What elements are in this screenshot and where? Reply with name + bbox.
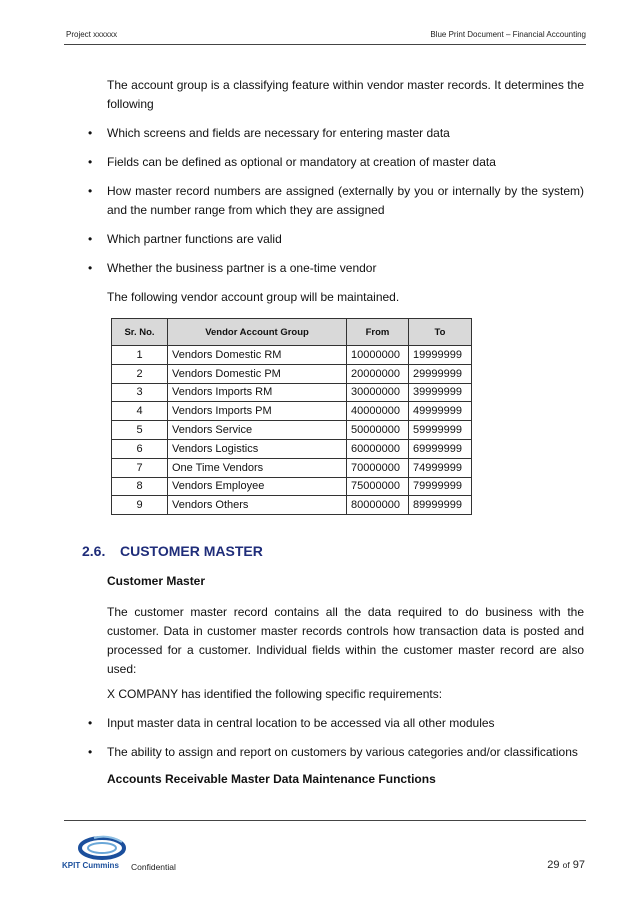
- bullet-icon: •: [88, 716, 93, 730]
- table-cell: 2: [112, 364, 168, 383]
- table-cell: 59999999: [409, 421, 472, 440]
- table-cell: One Time Vendors: [168, 458, 347, 477]
- table-cell: 60000000: [347, 439, 409, 458]
- table-row: [112, 364, 472, 383]
- project-name: Project xxxxxx: [66, 30, 118, 39]
- current-page: 29: [547, 859, 560, 871]
- table-header-row: [112, 319, 472, 346]
- table-row: [112, 346, 472, 365]
- footer-divider: [64, 820, 586, 821]
- table-cell: 89999999: [409, 496, 472, 515]
- bullet-icon: •: [88, 232, 93, 246]
- table-cell: 3: [112, 383, 168, 402]
- table-intro: The following vendor account group will be maintained.: [107, 290, 400, 304]
- section-number: 2.6.: [82, 543, 106, 559]
- section-title: CUSTOMER MASTER: [120, 543, 263, 559]
- table-cell: 39999999: [409, 383, 472, 402]
- brand-name: KPIT Cummins: [62, 861, 119, 870]
- table-cell: 49999999: [409, 402, 472, 421]
- table-cell: 20000000: [347, 364, 409, 383]
- table-row: [112, 439, 472, 458]
- subheading-2: Accounts Receivable Master Data Maintenance Functions: [107, 772, 436, 786]
- table-cell: 74999999: [409, 458, 472, 477]
- bullet-icon: •: [88, 155, 93, 169]
- table-cell: 8: [112, 477, 168, 496]
- list-item: Which screens and fields are necessary for entering master data: [107, 126, 450, 140]
- table-cell: 50000000: [347, 421, 409, 440]
- table-cell: 70000000: [347, 458, 409, 477]
- table-cell: Vendors Employee: [168, 477, 347, 496]
- table-row: [112, 477, 472, 496]
- column-header: From: [347, 319, 409, 346]
- table-cell: 40000000: [347, 402, 409, 421]
- table-cell: 9: [112, 496, 168, 515]
- list-item: Fields can be defined as optional or mandatory at creation of master data: [107, 155, 496, 169]
- list-item: Whether the business partner is a one-time vendor: [107, 261, 377, 275]
- table-cell: 1: [112, 346, 168, 365]
- customer-paragraph: The customer master record contains all the data required to do business with the customer. Data in customer master records controls how transaction data is posted and processed for a customer. Individual fields within the customer master record are also used:: [107, 605, 584, 676]
- table-cell: Vendors Imports PM: [168, 402, 347, 421]
- page-of: of: [562, 860, 570, 870]
- list-item: Which partner functions are valid: [107, 232, 282, 246]
- section-heading: [82, 543, 263, 559]
- table-row: [112, 402, 472, 421]
- bullet-icon: •: [88, 261, 93, 275]
- table-cell: Vendors Others: [168, 496, 347, 515]
- table-cell: 10000000: [347, 346, 409, 365]
- list-item: The ability to assign and report on customers by various categories and/or classifications: [107, 745, 578, 759]
- table-cell: 75000000: [347, 477, 409, 496]
- column-header: To: [409, 319, 472, 346]
- table-cell: 4: [112, 402, 168, 421]
- total-pages: 97: [572, 859, 585, 871]
- table-cell: 29999999: [409, 364, 472, 383]
- table-cell: 80000000: [347, 496, 409, 515]
- bullet-icon: •: [88, 745, 93, 759]
- table-cell: Vendors Imports RM: [168, 383, 347, 402]
- table-cell: Vendors Logistics: [168, 439, 347, 458]
- confidential-label: Confidential: [131, 862, 176, 872]
- vendor-account-group-table: [111, 318, 472, 515]
- list-item: Input master data in central location to be accessed via all other modules: [107, 716, 495, 730]
- intro-paragraph: The account group is a classifying feature within vendor master records. It determines the following: [107, 78, 584, 111]
- bullet-icon: •: [88, 184, 93, 198]
- table-row: [112, 383, 472, 402]
- subheading: Customer Master: [107, 574, 206, 588]
- header-divider: [64, 44, 586, 45]
- table-row: [112, 496, 472, 515]
- requirements-intro: X COMPANY has identified the following specific requirements:: [107, 687, 443, 701]
- list-item: How master record numbers are assigned (externally by you or internally by the system) and the number range from which they are assigned: [107, 184, 584, 217]
- table-cell: Vendors Service: [168, 421, 347, 440]
- table-cell: 5: [112, 421, 168, 440]
- table-cell: Vendors Domestic PM: [168, 364, 347, 383]
- column-header: Sr. No.: [112, 319, 168, 346]
- table-cell: 6: [112, 439, 168, 458]
- bullet-icon: •: [88, 126, 93, 140]
- document-title: Blue Print Document – Financial Accounting: [430, 30, 586, 39]
- page-number: [547, 859, 585, 871]
- column-header: Vendor Account Group: [168, 319, 347, 346]
- table-cell: 19999999: [409, 346, 472, 365]
- table-cell: 79999999: [409, 477, 472, 496]
- table-row: [112, 421, 472, 440]
- table-cell: 69999999: [409, 439, 472, 458]
- table-cell: Vendors Domestic RM: [168, 346, 347, 365]
- table-cell: 30000000: [347, 383, 409, 402]
- table-row: [112, 458, 472, 477]
- table-cell: 7: [112, 458, 168, 477]
